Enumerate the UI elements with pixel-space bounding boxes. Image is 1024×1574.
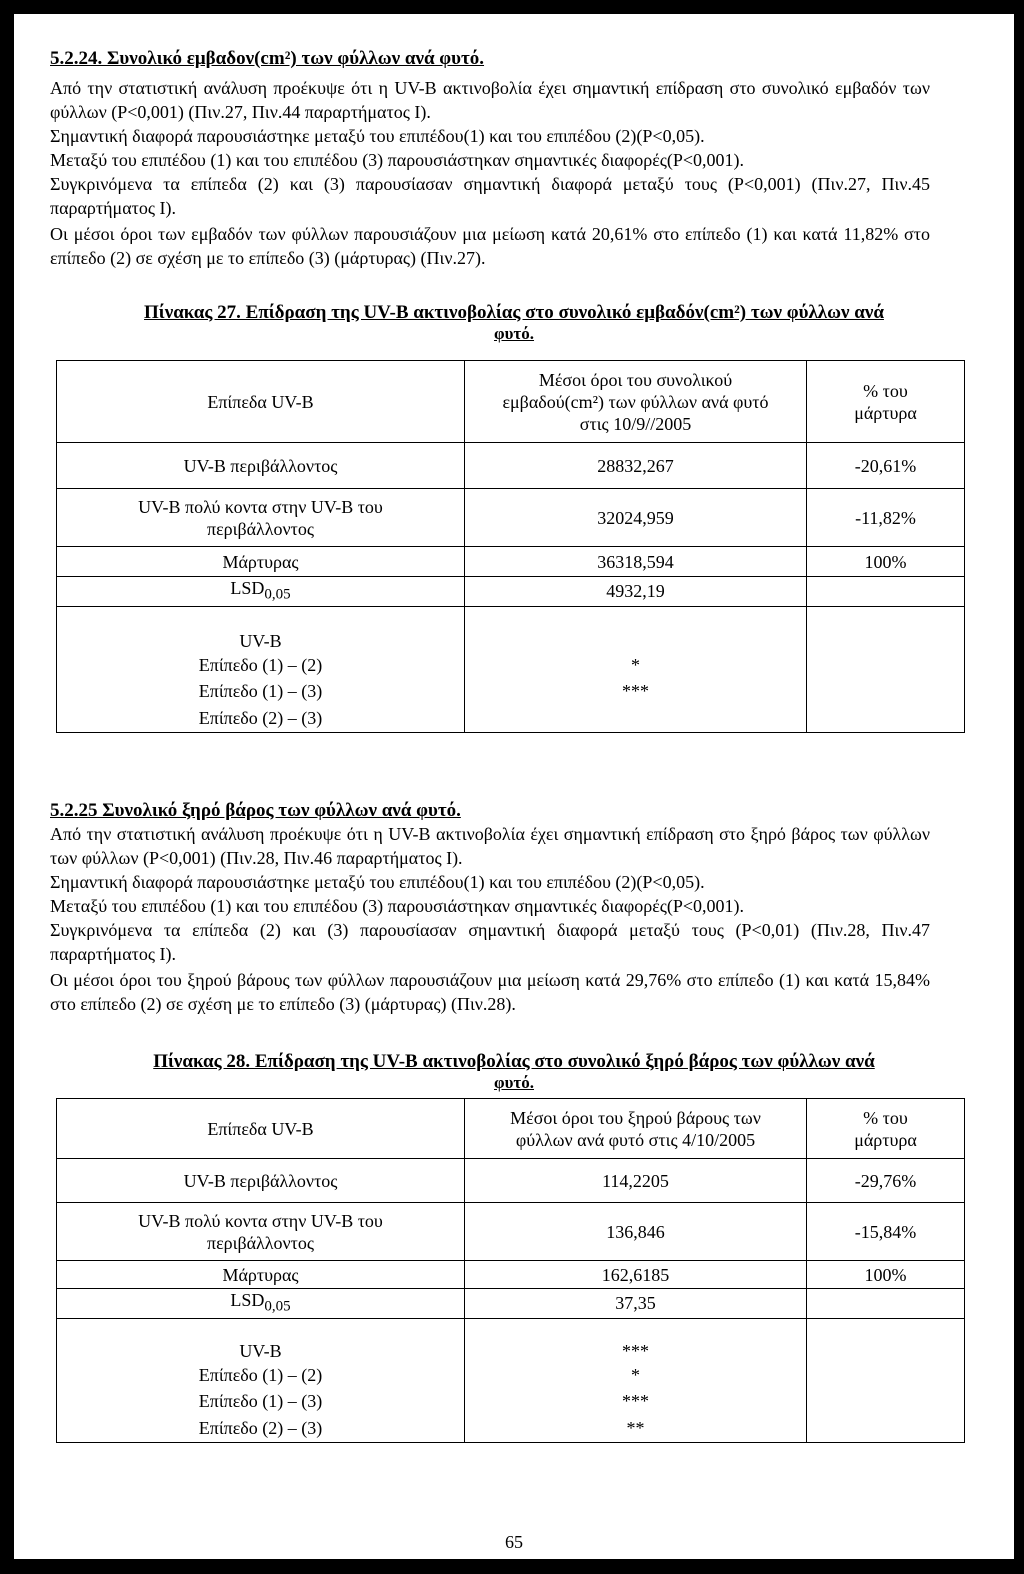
table-28-header-level: Επίπεδα UV-B — [57, 1099, 465, 1159]
table-27-header-level: Επίπεδα UV-B — [57, 361, 465, 443]
table-27-header-mean: Μέσοι όροι του συνολικού εμβαδού(cm²) των φύλλων ανά φυτό στις 10/9//2005 — [465, 361, 807, 443]
table-27-caption — [14, 301, 1014, 343]
table-row: UV-B περιβάλλοντος 114,2205 -29,76% — [57, 1159, 965, 1203]
table-28-sig-row: Επίπεδο (2) – (3) ** — [57, 1414, 965, 1442]
section2-paragraph-4: Συγκρινόμενα τα επίπεδα (2) και (3) παρουσίασαν σημαντική διαφορά μεταξύ τους (P<0,01) (Πιν.28, Πιν.47 παραρτήματος Ι). — [50, 920, 930, 964]
table-row: UV-B πολύ κοντα στην UV-B του περιβάλλοντος 32024,959 -11,82% — [57, 489, 965, 547]
section2-paragraph-3: Μεταξύ του επιπέδου (1) και του επιπέδου (3) παρουσιάστηκαν σημαντικές διαφορές(P<0,001). — [50, 896, 745, 916]
table-28-sig-row: UV-B *** — [57, 1318, 965, 1362]
page-number: 65 — [505, 1532, 523, 1552]
table-27-lsd-row: $LSD_{0,05}$ 4932,19 — [57, 577, 965, 607]
table-27-sig-row: Επίπεδο (1) – (2) * — [57, 652, 965, 678]
section1-paragraph-2: Σημαντική διαφορά παρουσιάστηκε μεταξύ του επιπέδου(1) και του επιπέδου (2)(P<0,05). — [50, 126, 705, 146]
table-row: Μάρτυρας 162,6185 100% — [57, 1261, 965, 1289]
table-28-header-mean: Μέσοι όροι του ξηρού βάρους των φύλλων ανά φυτό στις 4/10/2005 — [465, 1099, 807, 1159]
section-heading-5-2-25: 5.2.25 Συνολικό ξηρό βάρος των φύλλων ανά φυτό. — [50, 800, 461, 821]
table-27 — [56, 360, 965, 733]
document-sheet — [14, 14, 1014, 1559]
table-28-header-row — [57, 1099, 965, 1159]
section2-paragraph-1: Από την στατιστική ανάλυση προέκυψε ότι η UV-B ακτινοβολία έχει σημαντική επίδραση στο ξηρό βάρος των φύλλων των φύλλων (P<0,001) (Πιν.28, Πιν.46 παραρτήματος Ι). — [50, 824, 930, 868]
table-28-caption-line2: φυτό. — [493, 1073, 535, 1092]
table-27-caption-line2: φυτό. — [493, 324, 535, 343]
table-27-header-pct: % του μάρτυρα — [807, 361, 965, 443]
section1-paragraph-1: Από την στατιστική ανάλυση προέκυψε ότι η UV-B ακτινοβολία έχει σημαντική επίδραση στο συνολικό εμβαδόν των φύλλων (P<0,001) (Πιν.27, Πιν.44 παραρτήματος Ι). — [50, 78, 930, 122]
table-28-caption-line1: Πίνακας 28. Επίδραση της UV-B ακτινοβολίας στο συνολικό ξηρό βάρος των φύλλων ανά — [153, 1051, 875, 1072]
section-heading-5-2-24: 5.2.24. Συνολικό εμβαδον(cm²) των φύλλων ανά φυτό. — [50, 48, 485, 69]
section2-paragraph-5: Οι μέσοι όροι του ξηρού βάρους των φύλλων παρουσιάζουν μια μείωση κατά 29,76% στο επίπεδο (1) και κατά 15,84% στο επίπεδο (2) σε σχέση με το επίπεδο (3) (μάρτυρας) (Πιν.28). — [50, 970, 930, 1014]
table-28-header-pct: % του μάρτυρα — [807, 1099, 965, 1159]
section1-paragraph-5: Οι μέσοι όροι των εμβαδόν των φύλλων παρουσιάζουν μια μείωση κατά 20,61% στο επίπεδο (1) και κατά 11,82% στο επίπεδο (2) σε σχέση με το επίπεδο (3) (μάρτυρας) (Πιν.27). — [50, 224, 930, 268]
section2-paragraph-2: Σημαντική διαφορά παρουσιάστηκε μεταξύ του επιπέδου(1) και του επιπέδου (2)(P<0,05). — [50, 872, 705, 892]
table-27-sig-row: UV-B — [57, 606, 965, 652]
table-27-caption-line1: Πίνακας 27. Επίδραση της UV-B ακτινοβολίας στο συνολικό εμβαδόν(cm²) των φύλλων ανά — [144, 302, 884, 323]
table-row: UV-B πολύ κοντα στην UV-B του περιβάλλοντος 136,846 -15,84% — [57, 1203, 965, 1261]
table-28-sig-row: Επίπεδο (1) – (2) * — [57, 1362, 965, 1388]
table-28-caption — [14, 1050, 1014, 1092]
table-row: Μάρτυρας 36318,594 100% — [57, 547, 965, 577]
table-28 — [56, 1098, 965, 1443]
table-28-sig-row: Επίπεδο (1) – (3) *** — [57, 1388, 965, 1414]
section1-paragraph-3: Μεταξύ του επιπέδου (1) και του επιπέδου (3) παρουσιάστηκαν σημαντικές διαφορές(P<0,001). — [50, 150, 745, 170]
table-27-header-row — [57, 361, 965, 443]
table-27-sig-row: Επίπεδο (2) – (3) — [57, 704, 965, 732]
section1-paragraph-4: Συγκρινόμενα τα επίπεδα (2) και (3) παρουσίασαν σημαντική διαφορά μεταξύ τους (P<0,001) (Πιν.27, Πιν.45 παραρτήματος Ι). — [50, 174, 930, 218]
table-28-lsd-row: $LSD_{0,05}$ 37,35 — [57, 1289, 965, 1319]
table-row: UV-B περιβάλλοντος 28832,267 -20,61% — [57, 443, 965, 489]
table-27-sig-row: Επίπεδο (1) – (3) *** — [57, 678, 965, 704]
